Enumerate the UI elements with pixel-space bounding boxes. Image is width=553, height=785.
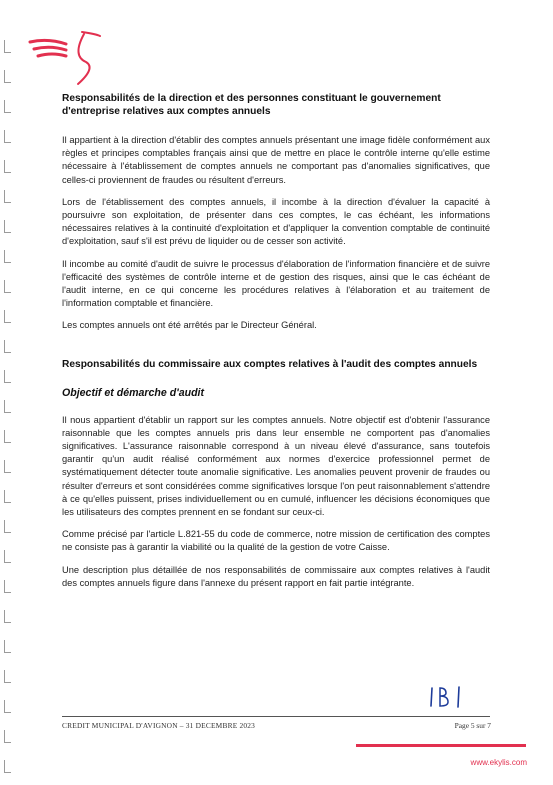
footer-entity-date: CREDIT MUNICIPAL D'AVIGNON – 31 DECEMBRE 2023 [62, 721, 256, 730]
section-heading-auditor: Responsabilités du commissaire aux comptes relatives à l'audit des comptes annuels [62, 358, 478, 370]
paragraph: Il appartient à la direction d'établir des comptes annuels présentant une image fidèle conformément aux règles et principes comptables français ainsi que de mettre en place le contrôle interne qu'elle estime nécessaire à l'établissement de comptes annuels ne comportant pas d'anomalies significatives, que celles-ci proviennent de fraudes ou résultent d'erreurs. [62, 135, 490, 185]
footer-divider [62, 716, 490, 717]
paragraph: Une description plus détaillée de nos responsabilités de commissaire aux comptes relatives à l'audit des comptes annuels figure dans l'annexe du présent rapport en fait partie intégrante. [62, 564, 490, 588]
ekylis-logo-icon [26, 26, 106, 86]
report-body [62, 92, 490, 599]
subsection-heading: Objectif et démarche d'audit [62, 386, 205, 399]
paragraph: Il nous appartient d'établir un rapport sur les comptes annuels. Notre objectif est d'obtenir l'assurance raisonnable que les comptes annuels pris dans leur ensemble ne comportent pas d'anomalies significatives. L'assurance raisonnable correspond à un niveau élevé d'assurance, sans toutefois garantir qu'un audit réalisé conformément aux normes d'exercice professionnel permet de systématiquement détecter toute anomalie significative. Les anomalies peuvent provenir de fraudes ou résulter d'erreurs et sont considérées comme significatives lorsque l'on peut raisonnablement s'attendre à ce qu'elles puissent, prises individuellement ou en cumulé, influencer les décisions économiques que les utilisateurs des comptes prennent en se fondant sur ceux-ci. [62, 414, 490, 518]
paragraph: Lors de l'établissement des comptes annuels, il incombe à la direction d'évaluer la capacité à poursuivre son exploitation, de présenter dans ces comptes, le cas échéant, les informations nécessaires relatives à la continuité d'exploitation et d'appliquer la convention comptable de continuité d'exploitation, sauf s'il est prévu de liquider ou de cesser son activité. [62, 196, 490, 247]
website-link[interactable]: www.ekylis.com [470, 758, 527, 767]
brand-accent-bar [356, 744, 526, 747]
binding-marks [4, 0, 12, 785]
paragraph: Les comptes annuels ont été arrêtés par le Directeur Général. [62, 320, 317, 331]
signature-initials-icon [426, 684, 466, 710]
paragraph: Comme précisé par l'article L.821-55 du code de commerce, notre mission de certification des comptes ne consiste pas à garantir la viabilité ou la qualité de la gestion de votre Caisse. [62, 529, 490, 553]
page-number: Page 5 sur 7 [454, 721, 491, 730]
section-heading-management: Responsabilités de la direction et des personnes constituant le gouvernement d'entreprise relatives aux comptes annuels [62, 93, 441, 117]
paragraph: Il incombe au comité d'audit de suivre le processus d'élaboration de l'information financière et de suivre l'efficacité des systèmes de contrôle interne et de gestion des risques, ainsi que le cas échéant de l'audit interne, en ce qui concerne les procédures relatives à l'élaboration et au traitement de l'information comptable et financière. [62, 258, 490, 309]
